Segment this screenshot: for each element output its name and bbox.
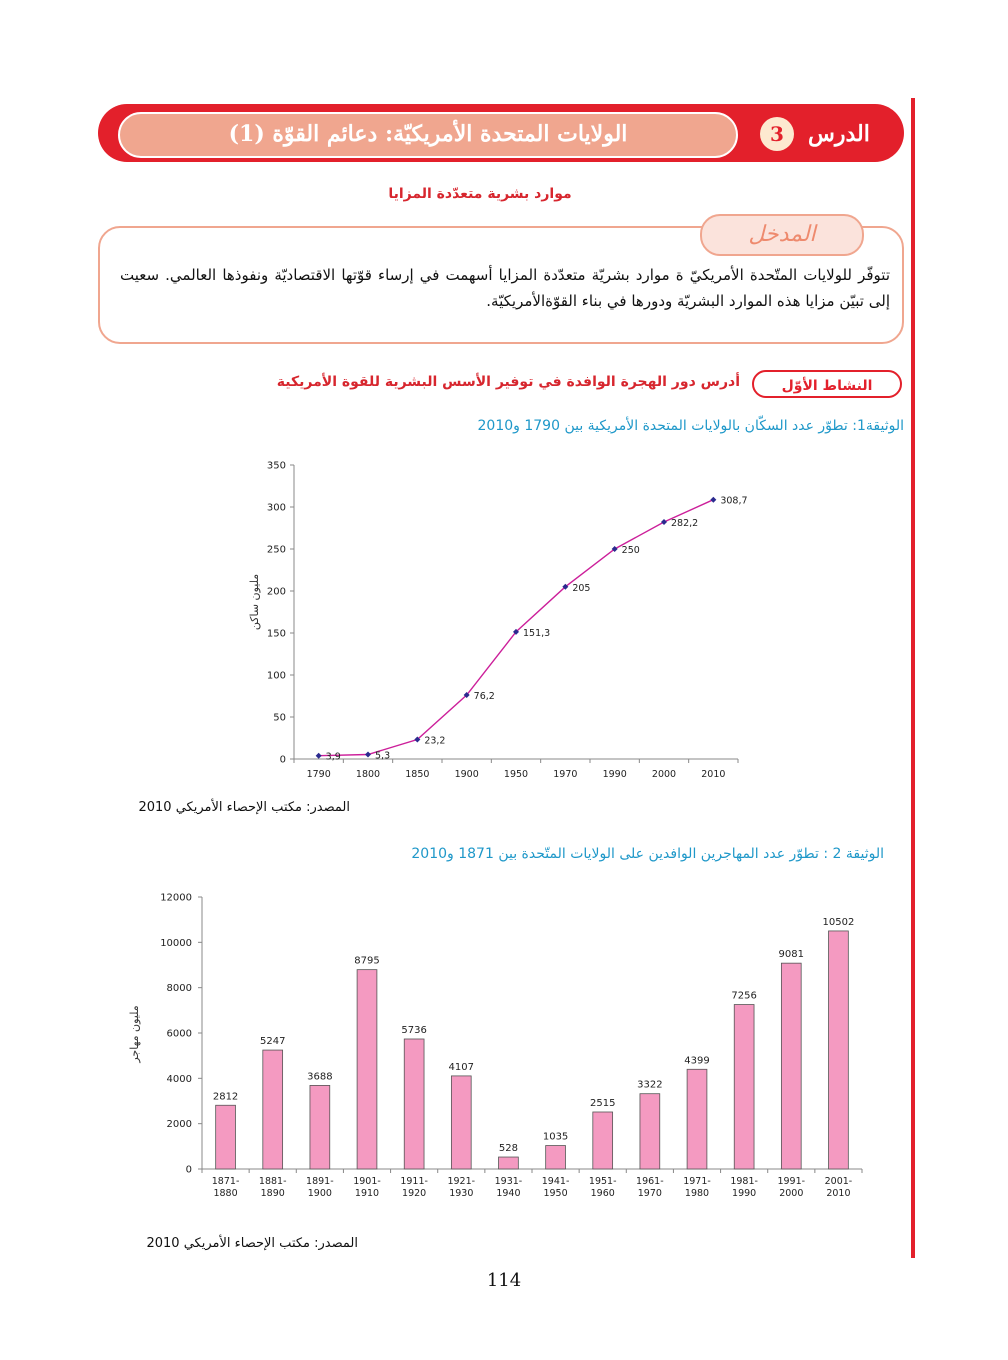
- chart2-data-label: 5247: [259, 1036, 286, 1048]
- chart2-ytick-label: 6000: [166, 1028, 192, 1040]
- chart2-ytick-label: 2000: [166, 1119, 192, 1131]
- chart1-data-point: [661, 519, 667, 525]
- chart2-bar: [829, 931, 849, 1169]
- chart2-data-label: 528: [498, 1143, 518, 1155]
- chart1-data-label: 151,3: [523, 627, 551, 639]
- chart2-bar: [640, 1094, 660, 1169]
- section-subtitle: موارد بشرية متعدّدة المزايا: [388, 186, 572, 202]
- chart2-bar: [404, 1039, 424, 1169]
- chart1-data-label: 23,2: [424, 735, 446, 747]
- chart2-bar: [310, 1085, 330, 1169]
- chart2-data-label: 3322: [637, 1079, 663, 1091]
- chart2-bar: [499, 1157, 519, 1169]
- intro-text: تتوفّر للولايات المتّحدة الأمريكيّ ة موارد بشريّة متعدّدة المزايا أسهمت في إرساء قوّتها الاقتصاديّة ونفوذها العالمي. سعيت إلى تبيّن مزايا هذه الموارد البشريّة ودورها في بناء القوّةالأمريكيّة.: [120, 266, 890, 310]
- chart2-ylabel: مليون مهاجر: [128, 1005, 141, 1063]
- chart1-data-label: 76,2: [473, 690, 495, 702]
- chart1-xtick-label: 1850: [405, 769, 430, 780]
- chart2-xtick-label: 1960: [590, 1188, 615, 1199]
- chart1-xtick-label: 1790: [306, 769, 331, 780]
- chart2-data-label: 4107: [448, 1061, 475, 1073]
- chart2-xtick-label: 1931-: [494, 1176, 523, 1187]
- doc1-source: المصدر: مكتب الإحصاء الأمريكي 2010: [138, 800, 350, 815]
- chart2-xtick-label: 1980: [684, 1188, 710, 1199]
- chart2-data-label: 10502: [822, 916, 855, 928]
- chart2-xtick-label: 1940: [496, 1188, 521, 1199]
- chart1-ytick-label: 350: [266, 460, 286, 472]
- chart1-xtick-label: 1950: [503, 769, 529, 780]
- doc2-title: الوثيقة 2 : تطوّر عدد المهاجرين الوافدين على الولايات المتّحدة بين 1871 و2010: [411, 846, 884, 862]
- chart1-data-label: 205: [572, 582, 591, 594]
- chart2-ytick-label: 10000: [160, 937, 192, 949]
- chart2-bar: [357, 970, 377, 1169]
- chart2-data-label: 4399: [684, 1055, 710, 1067]
- chart2-xtick-label: 1930: [449, 1188, 474, 1199]
- chart1-ylabel: مليون ساكن: [248, 573, 261, 631]
- chart2-ytick-label: 12000: [160, 892, 192, 904]
- chart1-ytick-label: 250: [266, 544, 286, 556]
- chart2-xtick-label: 1970: [637, 1188, 662, 1199]
- chart2-xtick-label: 2010: [826, 1188, 851, 1199]
- chart2-xtick-label: 1950: [543, 1188, 568, 1199]
- chart2-xtick-label: 2001-: [824, 1176, 853, 1187]
- chart1-ytick-label: 200: [266, 586, 286, 598]
- chart2-xtick-label: 1971-: [683, 1176, 711, 1187]
- chart2-xtick-label: 1880: [213, 1188, 238, 1199]
- chart2-bar: [687, 1069, 707, 1169]
- chart2-xtick-label: 1910: [354, 1188, 380, 1199]
- chart2-xtick-label: 1921-: [447, 1176, 476, 1187]
- chart2-data-label: 2812: [212, 1091, 239, 1103]
- chart1-xtick-label: 1900: [454, 769, 479, 780]
- immigrants-bar-chart: [110, 884, 880, 1214]
- chart1-xtick-label: 1990: [602, 769, 627, 780]
- page-number: 114: [486, 1270, 522, 1291]
- activity-text: أدرس دور الهجرة الوافدة في توفير الأسس البشرية للقوة الأمريكية: [276, 374, 740, 390]
- chart2-bar: [546, 1146, 566, 1169]
- chart2-xtick-label: 1990: [732, 1188, 757, 1199]
- chart1-data-label: 250: [621, 545, 640, 556]
- chart1-data-label: 5,3: [375, 750, 391, 762]
- chart2-bar: [734, 1005, 754, 1169]
- population-line-chart: [230, 452, 760, 792]
- chart2-data-label: 1035: [542, 1131, 569, 1143]
- chart2-data-label: 2515: [589, 1097, 616, 1109]
- population-series-line: [319, 500, 714, 756]
- chart2-ytick-label: 8000: [166, 983, 192, 995]
- chart2-xtick-label: 1890: [260, 1188, 285, 1199]
- chart1-ytick-label: 300: [266, 502, 286, 514]
- chart2-data-label: 9081: [778, 949, 805, 961]
- chart2-data-label: 3688: [307, 1071, 333, 1083]
- chart2-bar: [263, 1050, 283, 1169]
- chart2-xtick-label: 1951-: [588, 1176, 617, 1187]
- intro-tag: المدخل: [700, 214, 864, 256]
- chart2-data-label: 7256: [731, 990, 757, 1002]
- lesson-title: الولايات المتحدة الأمريكيّة: دعائم القوّة (1): [228, 121, 628, 147]
- chart1-data-label: 3,9: [325, 751, 341, 763]
- chart2-bar: [451, 1076, 471, 1169]
- chart1-xtick-label: 1970: [553, 769, 578, 780]
- chart2-xtick-label: 1991-: [777, 1176, 806, 1187]
- chart1-ytick-label: 150: [266, 628, 286, 640]
- chart2-xtick-label: 1891-: [306, 1176, 334, 1187]
- chart1-data-label: 308,7: [720, 495, 748, 507]
- chart1-xtick-label: 2010: [701, 769, 726, 780]
- chart2-bar: [593, 1112, 613, 1169]
- chart1-data-label: 282,2: [671, 517, 699, 529]
- chart2-ytick-label: 4000: [166, 1073, 192, 1085]
- chart1-xtick-label: 2000: [651, 769, 677, 780]
- chart1-ytick-label: 0: [279, 754, 286, 766]
- doc2-source: المصدر: مكتب الإحصاء الأمريكي 2010: [146, 1236, 358, 1251]
- chart1-xtick-label: 1800: [355, 769, 381, 780]
- chart2-data-label: 5736: [401, 1024, 427, 1036]
- chart2-xtick-label: 1881-: [258, 1176, 287, 1187]
- chart2-bar: [216, 1105, 236, 1169]
- page-margin-line: [911, 98, 915, 1258]
- chart2-xtick-label: 1920: [402, 1188, 427, 1199]
- chart2-xtick-label: 2000: [779, 1188, 804, 1199]
- chart2-xtick-label: 1911-: [400, 1176, 428, 1187]
- chart2-xtick-label: 1941-: [541, 1176, 570, 1187]
- chart2-data-label: 8795: [354, 955, 380, 967]
- chart1-data-point: [710, 497, 716, 503]
- doc1-title: الوثيقة1: تطوّر عدد السكّان بالولايات المتحدة الأمريكية بين 1790 و2010: [477, 418, 904, 434]
- chart1-data-point: [316, 753, 322, 759]
- chart2-xtick-label: 1900: [307, 1188, 332, 1199]
- chart2-ytick-label: 0: [185, 1164, 192, 1176]
- chart1-data-point: [365, 752, 371, 758]
- chart2-bar: [781, 963, 801, 1169]
- chart2-xtick-label: 1981-: [730, 1176, 758, 1187]
- chart2-xtick-label: 1961-: [636, 1176, 664, 1187]
- lesson-label: الدرس: [808, 121, 870, 147]
- chart1-ytick-label: 50: [273, 712, 286, 724]
- chart1-ytick-label: 100: [266, 670, 286, 682]
- activity-label: النشاط الأوّل: [752, 370, 902, 398]
- lesson-number: 3: [760, 117, 794, 151]
- chart2-xtick-label: 1901-: [353, 1176, 381, 1187]
- chart2-xtick-label: 1871-: [211, 1176, 240, 1187]
